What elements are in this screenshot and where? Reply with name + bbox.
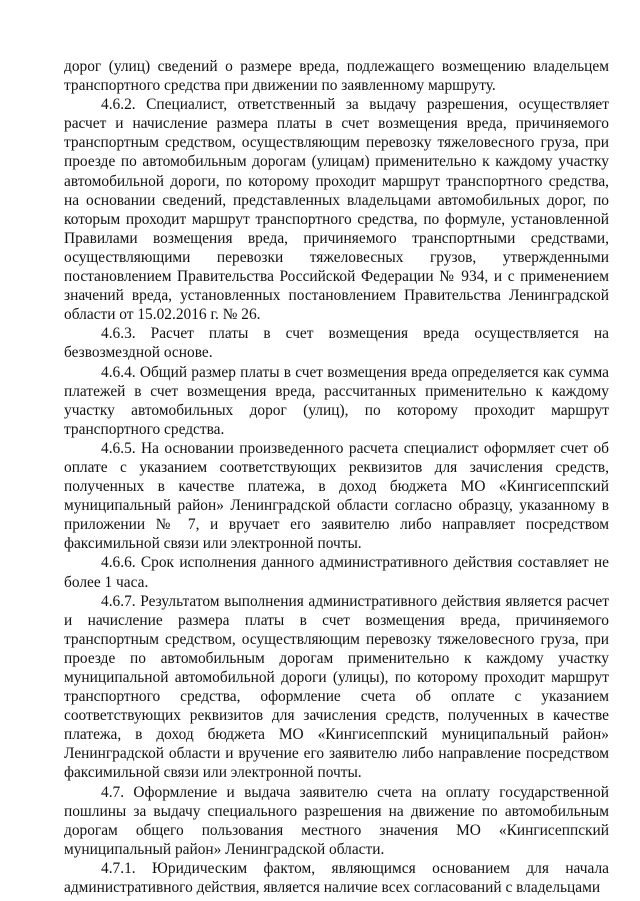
- paragraph-4-6-4: 4.6.4. Общий размер платы в счет возмещения вреда определяется как сумма платежей в счет возмещения вреда, рассчитанных применительно к каждому участку автомобильных дорог (улиц), по которому проходит маршрут транспортного средства.: [64, 363, 609, 438]
- paragraph-4-6-6: 4.6.6. Срок исполнения данного административного действия составляет не более 1 часа.: [64, 554, 609, 591]
- document-body: [64, 57, 609, 897]
- paragraph-4-7-1: 4.7.1. Юридическим фактом, являющимся основанием для начала административного действия, является наличие всех согласований с владельцами: [64, 859, 609, 897]
- paragraph-4-6-5: 4.6.5. На основании произведенного расчета специалист оформляет счет об оплате с указанием соответствующих реквизитов для зачисления средств, полученных в качестве платежа, в доход бюджета МО «Кингисеппский муниципальный район» Ленинградской области согласно образцу, указанному в приложении № 7, и вручает его заявителю либо направляет посредством факсимильной связи или электронной почты.: [64, 439, 609, 553]
- paragraph-continuation: дорог (улиц) сведений о размере вреда, подлежащего возмещению владельцем транспортного средства при движении по заявленному маршруту.: [64, 58, 609, 95]
- paragraph-4-6-7: 4.6.7. Результатом выполнения административного действия является расчет и начисление размера платы в счет возмещения вреда, причиняемого транспортным средством, осуществляющим перевозку тяжеловесного груза, при проезде по автомобильным дорогам применительно к каждому участку муниципальной автомобильной дороги (улицы), по которому проходит маршрут транспортного средства, оформление счета об оплате с указанием соответствующих реквизитов для зачисления средств, полученных в качестве платежа, в доход бюджета МО «Кингисеппский муниципальный район» Ленинградской области и вручение его заявителю либо направление посредством факсимильной связи или электронной почты.: [64, 592, 609, 782]
- paragraph-4-6-2: 4.6.2. Специалист, ответственный за выдачу разрешения, осуществляет расчет и начисление размера платы в счет возмещения вреда, причиняемого транспортным средством, осуществляющим перевозку тяжеловесного груза, при проезде по автомобильным дорогам (улицам) применительно к каждому участку автомобильной дороги, по которому проходит маршрут транспортного средства, на основании сведений, представленных владельцами автомобильных дорог, по которым проходит маршрут транспортного средства, по формуле, установленной Правилами возмещения вреда, причиняемого транспортными средствами, осуществляющими перевозки тяжеловесных грузов, утвержденными постановлением Правительства Российской Федерации № 934, и с применением значений вреда, установленных постановлением Правительства Ленинградской области от 15.02.2016 г. № 26.: [64, 96, 609, 324]
- paragraph-4-7: 4.7. Оформление и выдача заявителю счета на оплату государственной пошлины за выдачу специального разрешения на движение по автомобильным дорогам общего пользования местного значения МО «Кингисеппский муниципальный район» Ленинградской области.: [64, 783, 609, 858]
- paragraph-4-6-3: 4.6.3. Расчет платы в счет возмещения вреда осуществляется на безвозмездной основе.: [64, 325, 609, 362]
